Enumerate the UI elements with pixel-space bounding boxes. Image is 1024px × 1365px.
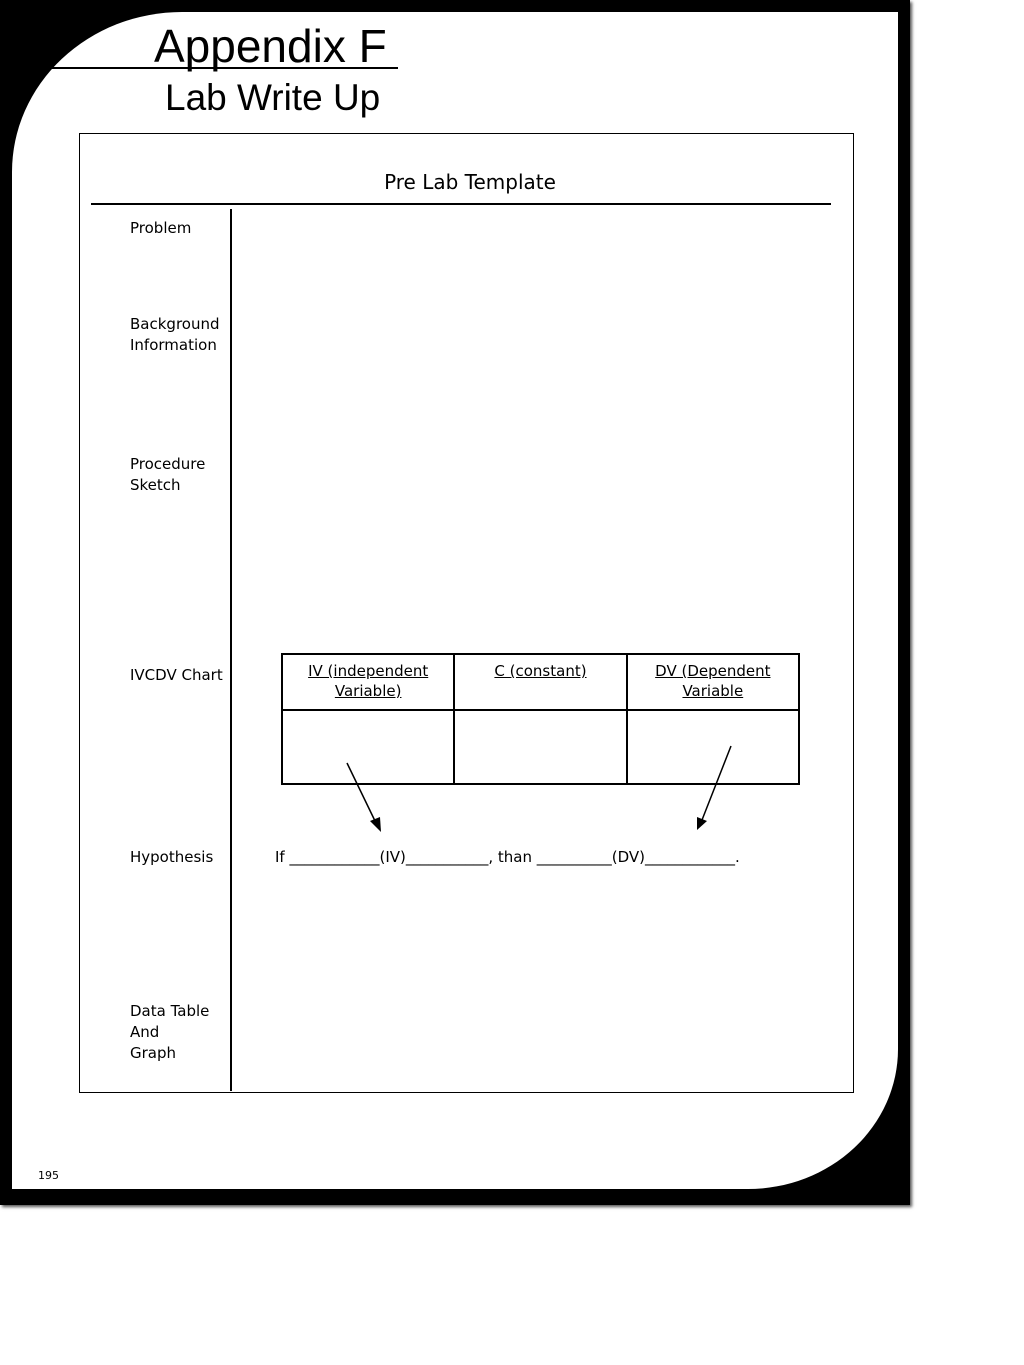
row-label-hypothesis: Hypothesis bbox=[130, 848, 214, 866]
row-label-data: Data Table And Graph bbox=[130, 1002, 210, 1062]
dv-arrow-line bbox=[702, 746, 731, 820]
appendix-title: Appendix F bbox=[154, 20, 387, 72]
page-number: 195 bbox=[38, 1169, 59, 1182]
row-label-ivcdv: IVCDV Chart bbox=[130, 666, 223, 684]
template-title: Pre Lab Template bbox=[384, 170, 556, 194]
ivcdv-header-c: C (constant) bbox=[454, 654, 626, 710]
iv-arrow-head bbox=[370, 817, 381, 832]
ivcdv-header-dv: DV (Dependent Variable bbox=[627, 654, 799, 710]
row-label-background: Background Information bbox=[130, 315, 220, 354]
row-label-problem: Problem bbox=[130, 219, 192, 237]
row-label-procedure: Procedure Sketch bbox=[130, 455, 206, 494]
hypothesis-sentence: If ____________(IV)___________, than __________(DV)____________. bbox=[275, 848, 740, 866]
iv-arrow-line bbox=[347, 763, 376, 823]
ivcdv-header-iv: IV (independent Variable) bbox=[282, 654, 454, 710]
appendix-subtitle: Lab Write Up bbox=[165, 77, 381, 118]
